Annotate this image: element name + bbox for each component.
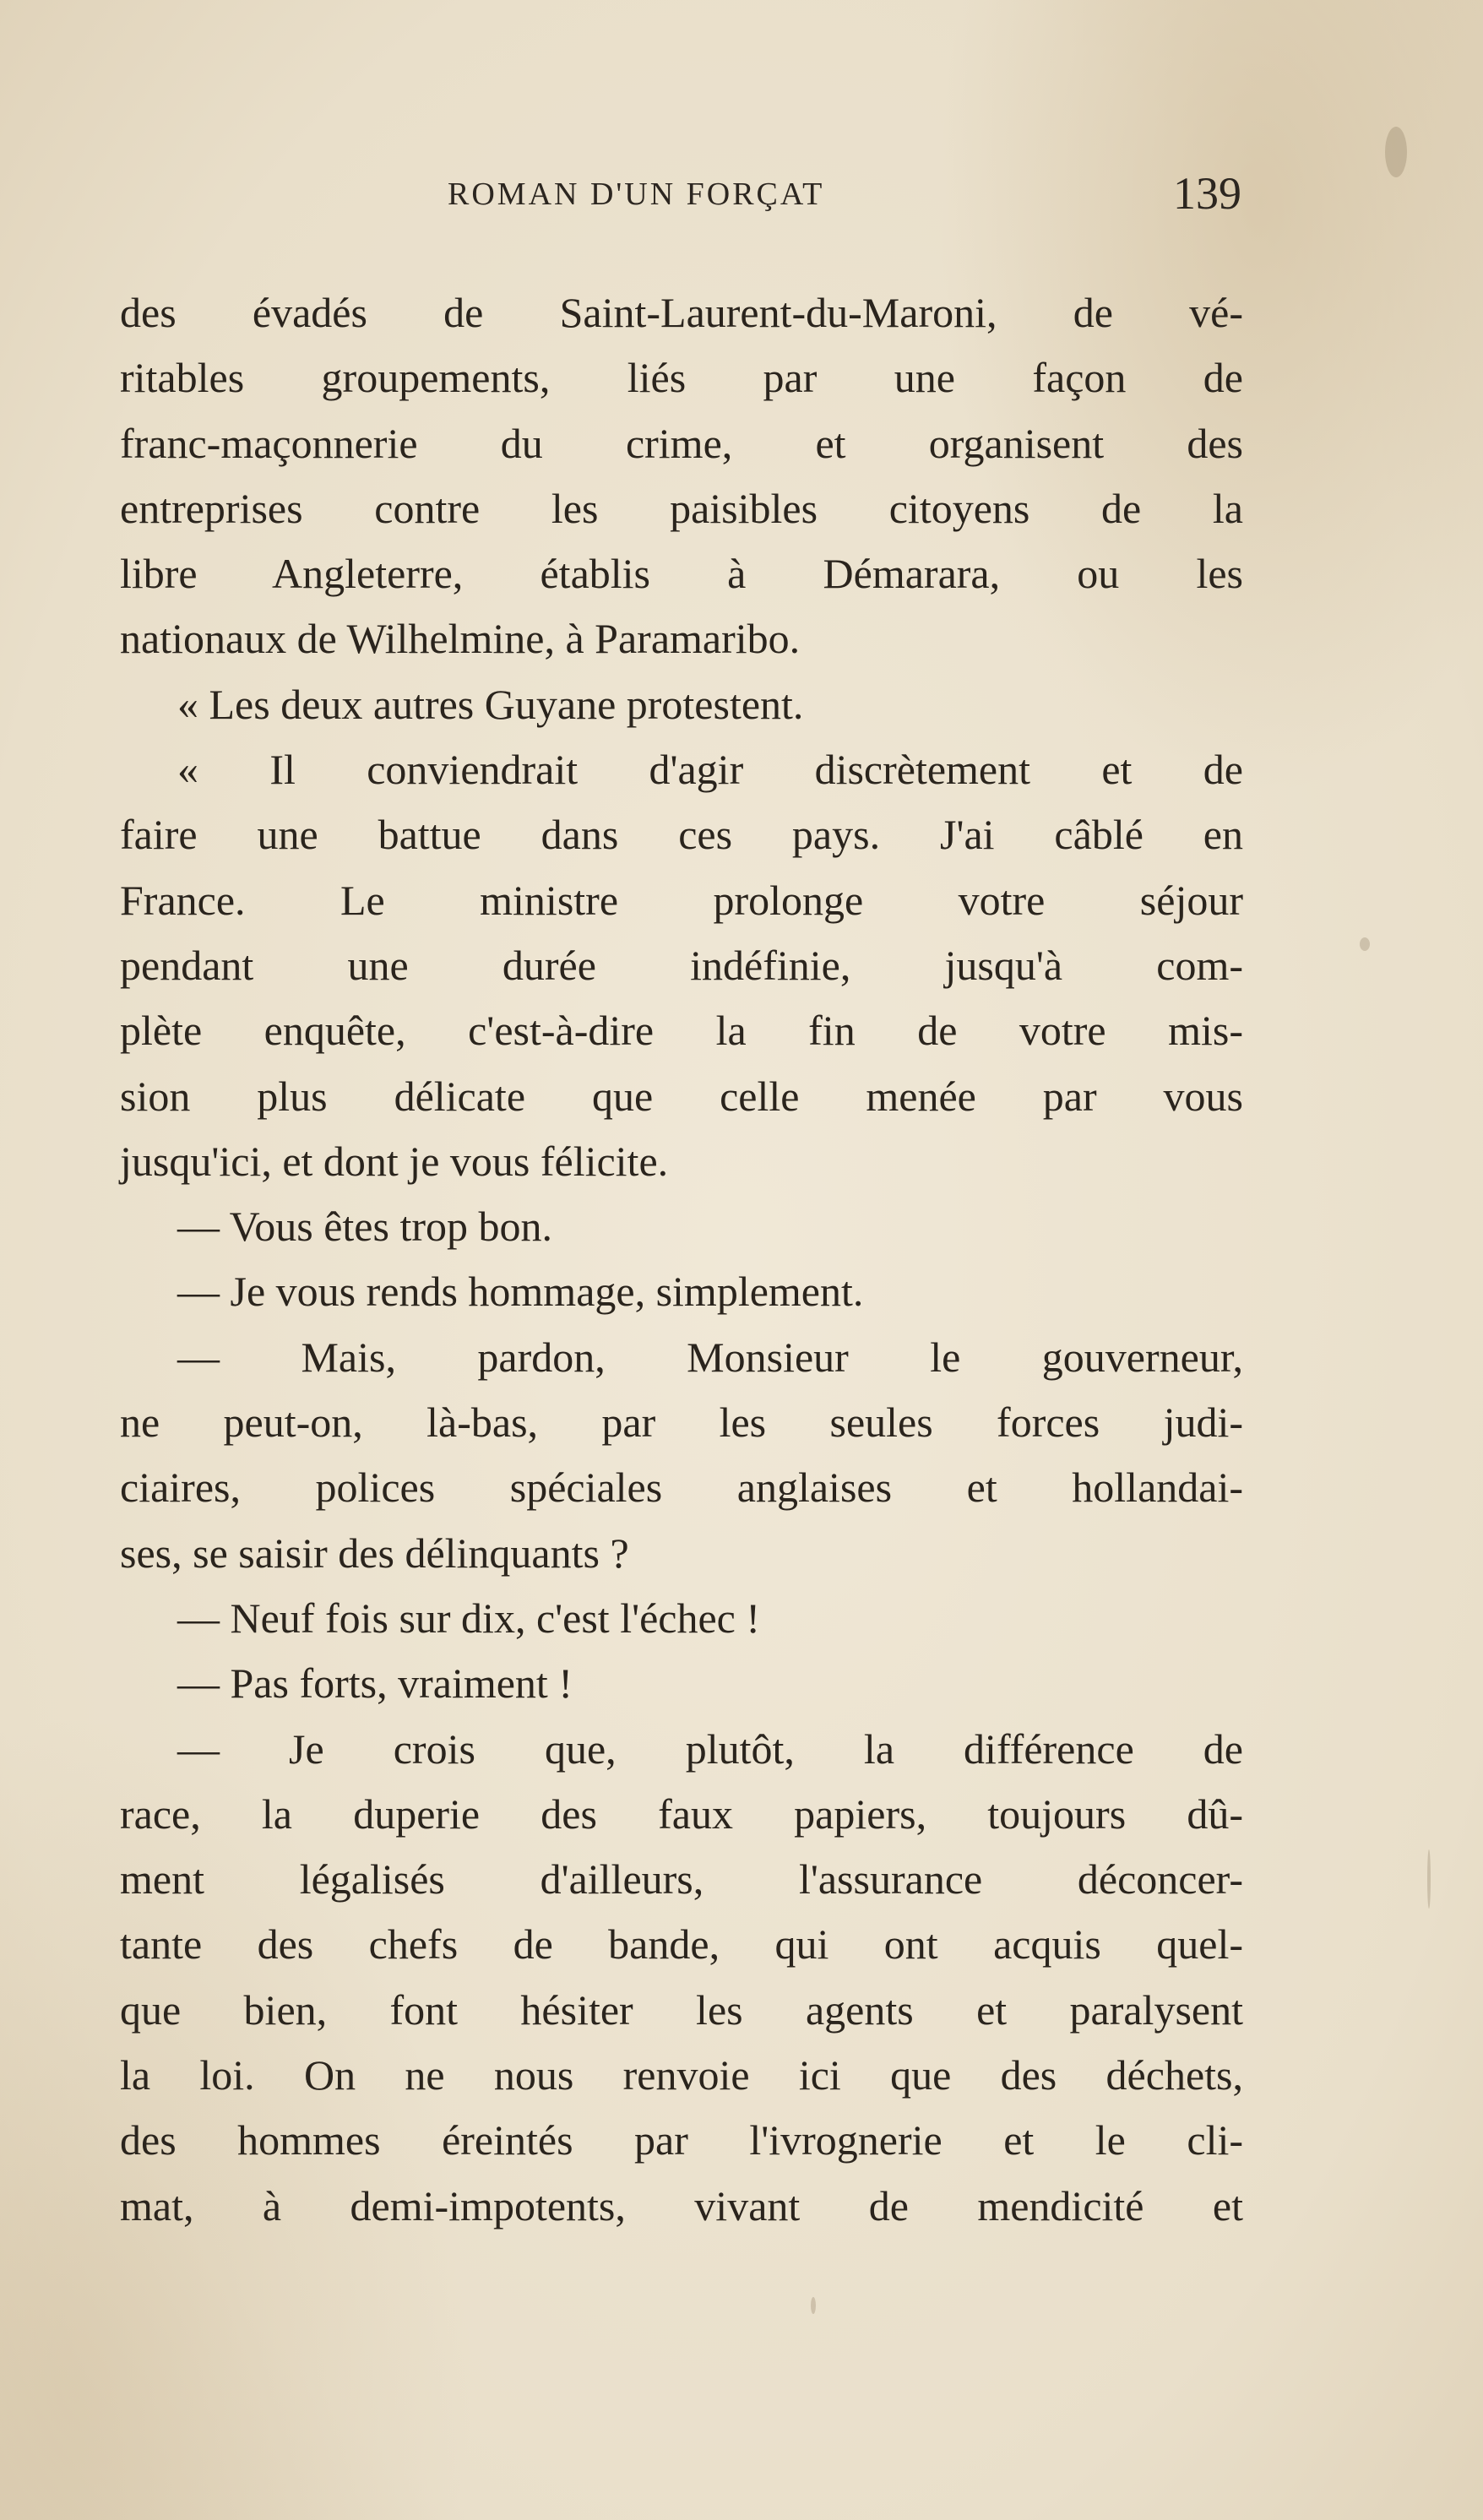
- text-line: — Vous êtes trop bon.: [177, 1203, 552, 1251]
- text-line: que bien, font hésiter les agents et paralysent: [120, 1985, 1243, 2034]
- running-head: [118, 167, 1241, 226]
- text-line: des évadés de Saint-Laurent-du-Maroni, de vé-: [120, 289, 1243, 336]
- body-text: [120, 280, 1243, 2239]
- text-line: la loi. On ne nous renvoie ici que des déchets,: [120, 2051, 1243, 2099]
- text-line: tante des chefs de bande, qui ont acquis quel-: [120, 1920, 1243, 1969]
- text-line: sion plus délicate que celle menée par vous: [120, 1072, 1243, 1120]
- paper-speck: [811, 2297, 816, 2314]
- text-line: France. Le ministre prolonge votre séjour: [120, 876, 1243, 924]
- text-line: faire une battue dans ces pays. J'ai câblé en: [120, 811, 1243, 859]
- text-line: — Je vous rends hommage, simplement.: [177, 1268, 864, 1316]
- text-line: mat, à demi-impotents, vivant de mendicité et: [120, 2181, 1243, 2229]
- text-line: entreprises contre les paisibles citoyens de la: [120, 484, 1243, 532]
- text-line: « Les deux autres Guyane protestent.: [177, 680, 804, 728]
- text-line: — Mais, pardon, Monsieur le gouverneur,: [177, 1333, 1243, 1381]
- text-line: — Je crois que, plutôt, la différence de: [177, 1724, 1243, 1773]
- text-line: ses, se saisir des délinquants ?: [120, 1529, 629, 1577]
- running-title: ROMAN D'UN FORÇAT: [448, 177, 825, 212]
- text-line: — Pas forts, vraiment !: [177, 1659, 573, 1708]
- text-line: nationaux de Wilhelmine, à Paramaribo.: [120, 615, 801, 663]
- paper-speck: [1427, 1849, 1431, 1909]
- text-line: ment légalisés d'ailleurs, l'assurance déconcer-: [120, 1855, 1243, 1904]
- text-line: race, la duperie des faux papiers, toujours dû-: [120, 1790, 1243, 1838]
- text-line: « Il conviendrait d'agir discrètement et de: [177, 746, 1243, 794]
- text-line: — Neuf fois sur dix, c'est l'échec !: [177, 1594, 761, 1642]
- text-line: jusqu'ici, et dont je vous félicite.: [120, 1137, 669, 1185]
- text-line: ciaires, polices spéciales anglaises et hollandai-: [120, 1464, 1243, 1512]
- paper-speck: [1385, 127, 1407, 177]
- paper-speck: [1360, 937, 1370, 951]
- text-line: ne peut-on, là-bas, par les seules forces judi-: [120, 1398, 1243, 1447]
- text-line: franc-maçonnerie du crime, et organisent des: [120, 419, 1243, 467]
- text-line: ritables groupements, liés par une façon de: [120, 354, 1243, 402]
- text-line: plète enquête, c'est-à-dire la fin de votre mis-: [120, 1007, 1243, 1055]
- page-number: 139: [1173, 168, 1241, 219]
- text-line: libre Angleterre, établis à Démarara, ou les: [120, 550, 1243, 598]
- text-line: des hommes éreintés par l'ivrognerie et le cli-: [120, 2116, 1243, 2164]
- text-line: pendant une durée indéfinie, jusqu'à com-: [120, 941, 1243, 989]
